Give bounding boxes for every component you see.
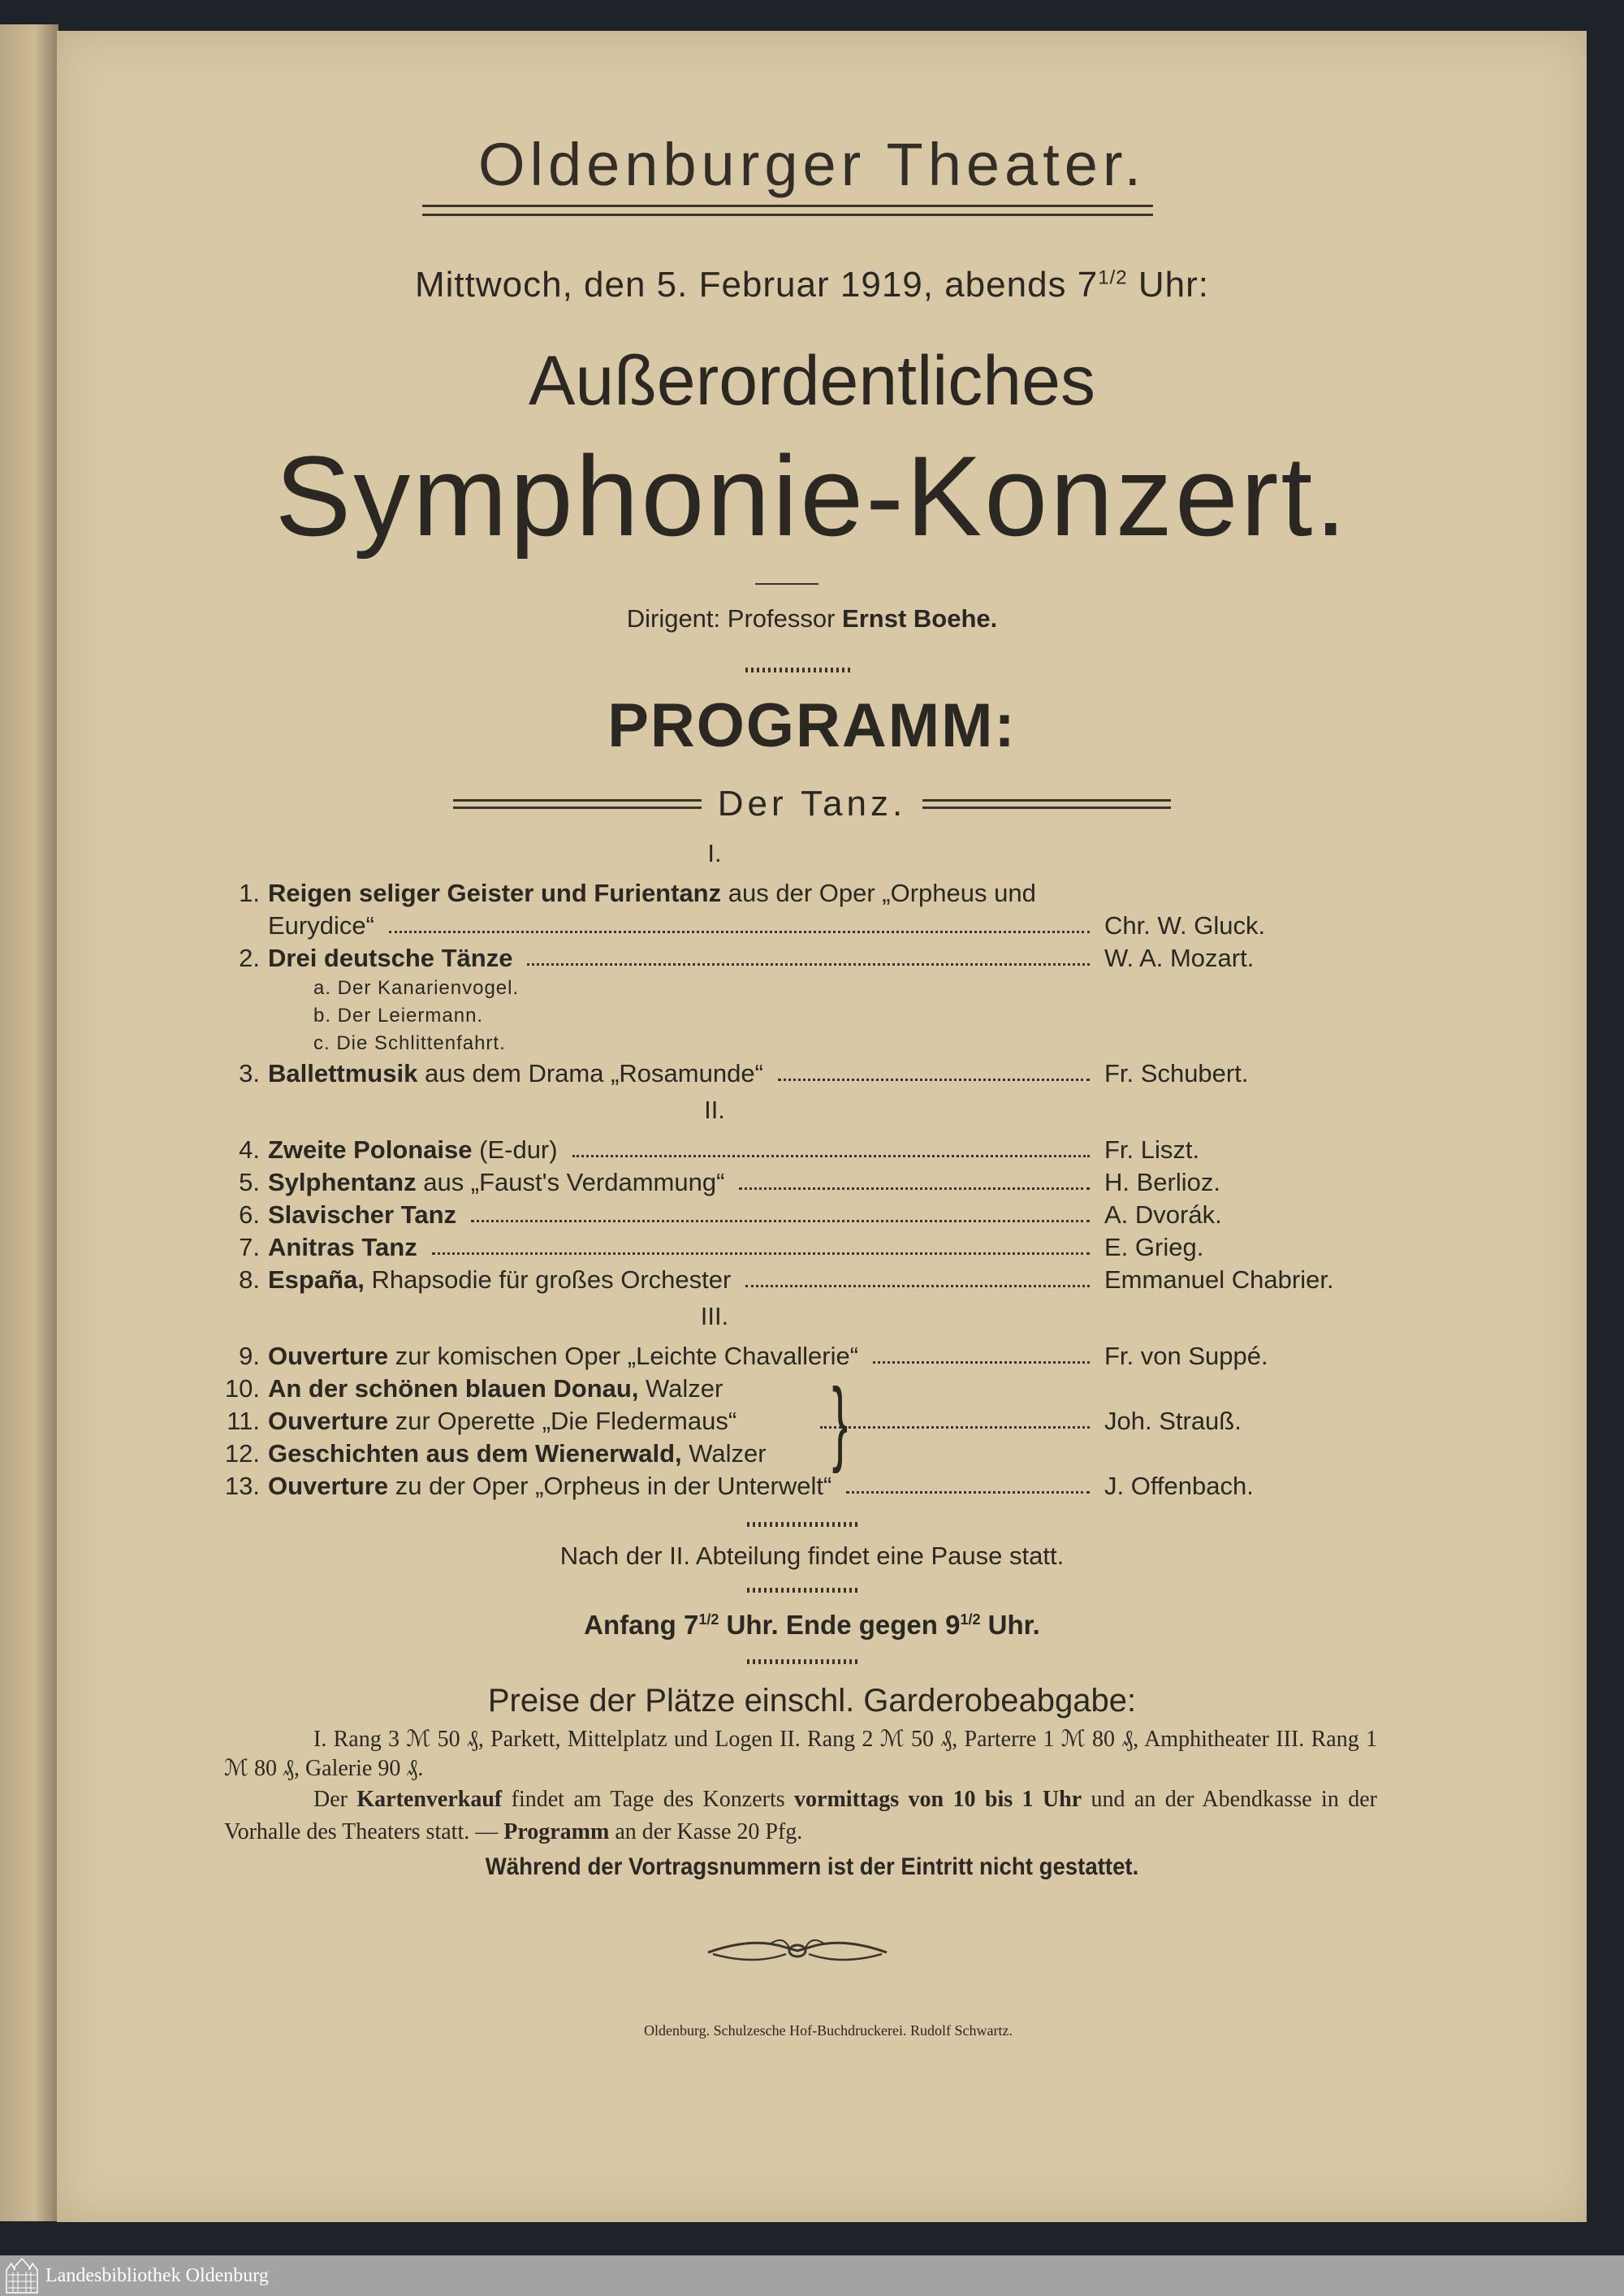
- theater-name: Oldenburger Theater.: [477, 131, 1147, 198]
- work-detail: zur komischen Oper „Leichte Chavallerie“: [388, 1342, 859, 1370]
- sale-part: findet am Tage des Konzerts: [502, 1787, 795, 1812]
- programme-item: [211, 1470, 1380, 1503]
- sale-part: und an der Abendkasse in der Vorhalle des Theaters statt. —: [224, 1787, 1377, 1844]
- item-title: [268, 1057, 763, 1090]
- conductor-line: [0, 604, 1624, 633]
- dot-leader: [471, 1220, 1090, 1222]
- sub-item: c. Die Schlittenfahrt.: [313, 1032, 506, 1054]
- work-detail: Walzer: [681, 1439, 767, 1468]
- composer: H. Berlioz.: [1104, 1168, 1220, 1196]
- composer: J. Offenbach.: [1104, 1472, 1254, 1500]
- programme-item: [211, 1057, 1380, 1090]
- entry-warning: Während der Vortragsnummern ist der Eintritt nicht gestattet.: [485, 1853, 1139, 1880]
- item-title: [268, 1340, 858, 1373]
- pause-note: Nach der II. Abteilung findet eine Pause statt.: [559, 1541, 1065, 1570]
- start-text: Anfang 7: [584, 1610, 699, 1640]
- item-number: 4.: [239, 1135, 260, 1164]
- sale-bold: Kartenverkauf: [356, 1787, 503, 1812]
- sale-part: Der: [313, 1787, 357, 1812]
- work-title: Reigen seliger Geister und Furientanz: [268, 879, 722, 907]
- sale-bold: Programm: [503, 1819, 610, 1844]
- item-title: [268, 1199, 456, 1231]
- dot-leader: [572, 1155, 1090, 1157]
- composer: E. Grieg.: [1104, 1233, 1204, 1261]
- composer: Chr. W. Gluck.: [1104, 911, 1266, 940]
- wavy-divider: [747, 1659, 861, 1664]
- work-title: Sylphentanz: [268, 1168, 417, 1196]
- sale-text: [224, 1784, 1377, 1848]
- wavy-divider: [747, 1522, 861, 1527]
- item-title: [268, 1134, 558, 1166]
- rule-left: [453, 799, 702, 809]
- end-suffix: Uhr.: [980, 1610, 1040, 1640]
- composer: Joh. Strauß.: [1104, 1407, 1242, 1435]
- sub-item: a. Der Kanarienvogel.: [313, 977, 520, 999]
- work-title: Ouverture: [268, 1472, 389, 1500]
- dot-leader: [873, 1361, 1090, 1364]
- subtitle: Außerordentliches: [529, 342, 1095, 420]
- item-title: [268, 1264, 731, 1296]
- item-number: 5.: [239, 1168, 260, 1196]
- divider: [755, 583, 818, 585]
- item-title: [268, 910, 374, 942]
- work-title: Slavischer Tanz: [268, 1200, 457, 1229]
- work-detail: Eurydice“: [268, 911, 374, 940]
- prices-text: I. Rang 3 ℳ 50 ₰, Parkett, Mittelplatz und Logen II. Rang 2 ℳ 50 ₰, Parterre 1 ℳ 80 ₰, Amphitheater III. Rang 1 ℳ 80 ₰, Galerie 90 ₰.: [224, 1727, 1377, 1781]
- wavy-divider: [747, 1588, 861, 1593]
- programme-item: [211, 1166, 1380, 1199]
- programme-item: [211, 1340, 1380, 1373]
- bow-ornament-icon: [705, 1933, 890, 1967]
- item-title: [268, 1405, 755, 1438]
- dot-leader: [745, 1285, 1090, 1287]
- item-number: 6.: [239, 1200, 260, 1229]
- programme-item: [211, 1134, 1380, 1166]
- item-title: [268, 877, 1036, 910]
- programme-item: [211, 1438, 1380, 1470]
- work-detail: (E-dur): [472, 1135, 558, 1164]
- dot-leader: [846, 1491, 1090, 1494]
- double-rule: [422, 205, 1153, 216]
- theme-title: Der Tanz.: [717, 784, 907, 824]
- item-title: [268, 1438, 767, 1470]
- item-title: [268, 942, 512, 975]
- item-title: [268, 1470, 831, 1503]
- times-line: [0, 1610, 1624, 1641]
- composer: Fr. Liszt.: [1104, 1135, 1200, 1164]
- section-number: II.: [704, 1096, 725, 1124]
- library-building-icon: [5, 2257, 39, 2294]
- work-title: España,: [268, 1265, 365, 1294]
- prices-heading: Preise der Plätze einschl. Garderobeabgabe:: [487, 1683, 1137, 1719]
- programme-list: [211, 833, 1380, 1503]
- date-suffix: Uhr:: [1127, 265, 1209, 305]
- item-number: 9.: [239, 1342, 260, 1370]
- dot-leader: [778, 1079, 1090, 1081]
- programme-heading: PROGRAMM:: [607, 691, 1017, 760]
- date-line: [0, 265, 1624, 305]
- item-number: 3.: [239, 1059, 260, 1087]
- rule-right: [922, 799, 1171, 809]
- work-title: Ballettmusik: [268, 1059, 418, 1087]
- composer: W. A. Mozart.: [1104, 944, 1255, 972]
- work-detail: zu der Oper „Orpheus in der Unterwelt“: [388, 1472, 832, 1500]
- section-number: I.: [707, 839, 722, 867]
- conductor-name: Ernst Boehe.: [842, 604, 998, 633]
- composer: A. Dvorák.: [1104, 1200, 1222, 1229]
- library-footer: [0, 2255, 1624, 2296]
- composer: Fr. Schubert.: [1104, 1059, 1249, 1087]
- work-title: An der schönen blauen Donau,: [268, 1374, 639, 1403]
- programme-item: [211, 1264, 1380, 1296]
- work-title: Drei deutsche Tänze: [268, 944, 513, 972]
- sale-part: an der Kasse 20 Pfg.: [609, 1819, 803, 1844]
- composer: Fr. von Suppé.: [1104, 1342, 1268, 1370]
- item-title: [268, 1373, 723, 1405]
- printer-imprint: Oldenburg. Schulzesche Hof-Buchdruckerei. Rudolf Schwartz.: [643, 2022, 1013, 2039]
- programme-item: [211, 910, 1380, 942]
- item-number: 2.: [239, 944, 260, 972]
- work-title: Ouverture: [268, 1407, 389, 1435]
- programme-item: [211, 1373, 1380, 1405]
- composer: Emmanuel Chabrier.: [1104, 1265, 1334, 1294]
- end-fraction: 1/2: [960, 1611, 981, 1628]
- conductor-label: Dirigent: Professor: [626, 604, 843, 633]
- item-title: [268, 1231, 417, 1264]
- theme-line: [0, 784, 1624, 824]
- wavy-divider: [745, 668, 853, 672]
- work-title: Ouverture: [268, 1342, 389, 1370]
- programme-item: [211, 1231, 1380, 1264]
- date-fraction: 1/2: [1098, 266, 1128, 289]
- end-text: Uhr. Ende gegen 9: [719, 1610, 961, 1640]
- work-title: Anitras Tanz: [268, 1233, 417, 1261]
- dot-leader: [739, 1187, 1090, 1190]
- work-detail: aus der Oper „Orpheus und: [721, 879, 1036, 907]
- programme-item: [211, 1405, 1380, 1438]
- item-number: 10.: [224, 1374, 260, 1403]
- library-name: Landesbibliothek Oldenburg: [45, 2264, 269, 2286]
- dot-leader: [820, 1426, 1090, 1429]
- work-detail: zur Operette „Die Fledermaus“: [388, 1407, 737, 1435]
- dot-leader: [527, 963, 1090, 966]
- brace-bracket: }: [831, 1369, 849, 1474]
- sub-item: b. Der Leiermann.: [313, 1005, 484, 1027]
- item-number: 7.: [239, 1233, 260, 1261]
- dot-leader: [432, 1252, 1090, 1255]
- concert-title: Symphonie-Konzert.: [274, 432, 1350, 560]
- work-detail: Walzer: [638, 1374, 723, 1403]
- item-title: [268, 1166, 724, 1199]
- item-number: 13.: [224, 1472, 260, 1500]
- date-text: Mittwoch, den 5. Februar 1919, abends 7: [414, 265, 1099, 305]
- programme-item: [211, 942, 1380, 975]
- item-number: 8.: [239, 1265, 260, 1294]
- start-fraction: 1/2: [698, 1611, 719, 1628]
- section-number: III.: [700, 1302, 729, 1330]
- work-detail: aus dem Drama „Rosamunde“: [417, 1059, 763, 1087]
- programme-item: [211, 1199, 1380, 1231]
- work-title: Geschichten aus dem Wienerwald,: [268, 1439, 682, 1468]
- work-title: Zweite Polonaise: [268, 1135, 473, 1164]
- item-number: 1.: [239, 879, 260, 907]
- item-number: 12.: [224, 1439, 260, 1468]
- work-detail: aus „Faust's Verdammung“: [416, 1168, 725, 1196]
- programme-item: [211, 877, 1380, 910]
- work-detail: Rhapsodie für großes Orchester: [364, 1265, 732, 1294]
- dot-leader: [389, 931, 1090, 933]
- item-number: 11.: [227, 1407, 260, 1435]
- sale-bold: vormittags von 10 bis 1 Uhr: [794, 1787, 1082, 1812]
